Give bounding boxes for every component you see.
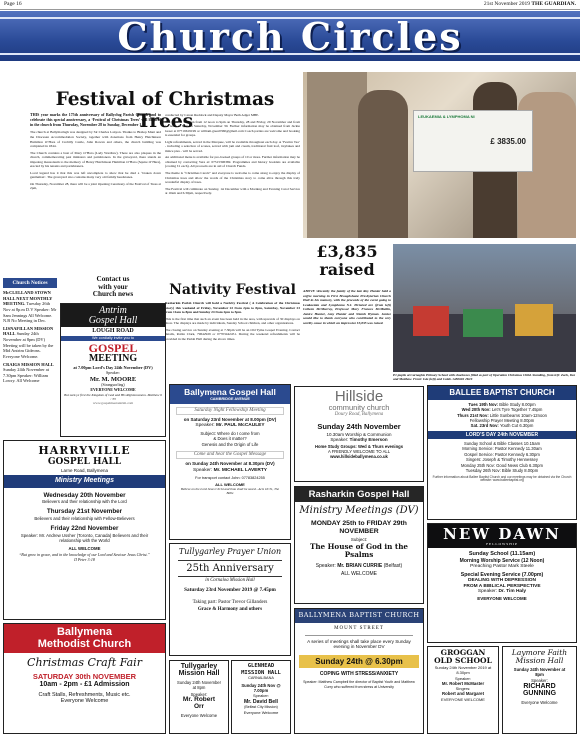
bgh-sat-speaker: Mr. PAUL McCAULEY xyxy=(215,423,265,429)
antrim-website[interactable]: www.gospelmeetantrim.com xyxy=(92,400,134,405)
raised-word: raised xyxy=(319,259,375,279)
meeting-word: MEETING xyxy=(88,352,138,364)
paragraph: The Church contains a bust of Mary O’Hara (Lady Wardlaw). There are also plaques in the church, commemorating past ministers and parishioners. In the graveyard, there stands an imposing mausoleum to the memory of Henry Hutchinson Hamilton O’Hara (Squire O’Hara), erected by his tenants and parishioners. xyxy=(30,150,161,169)
festival-column-1 xyxy=(30,113,161,273)
glenhead-speaker: Mr. David Bell xyxy=(243,698,279,705)
groggan-old-school: GROGGAN OLD SCHOOL Sunday 24th November 2019 at 8.30pm Speaker: Mr. Robert McMaster Singers: Robert and Margaret EVERYONE WELCOME xyxy=(427,646,499,734)
paragraph: The Festival will culminate on Sunday, 1st December with a Morning and Evening Carol Service at 10am and 6.30pm, respectively. xyxy=(165,186,300,196)
paragraph: The church at Ballymarlagh was designed by Sir Charles Lanyon. Thanks to Bishop Mant and the Diocesan Accommodation Society, together with donations from Henry Hutchinson Hamilton O’Hara of Crebilly Castle, John Rowan and others, the church building was completed in 1844. xyxy=(30,130,161,149)
paper-name: THE GUARDIAN. xyxy=(531,1,576,8)
paragraph: The theme is “Christmas Carols” and everyone is welcome to come along to enjoy the display of Christmas trees and allow the words of the Christmas story to come alive through this truly wonderful display of trees. xyxy=(165,171,300,185)
church-notices xyxy=(3,290,57,435)
antrim-title: Antrim xyxy=(99,305,127,316)
paragraph: This is the first time that such an event has been held in the area, with upwards of 30 displays on show. The displays are made by individuals, Sunday School children, and other organisations. xyxy=(165,316,300,326)
rasharkin-subject: The House of God in the Psalms xyxy=(309,541,408,560)
bbc-date-banner: Sunday 24th @ 6.30pm xyxy=(299,655,419,669)
ballee-sunday: Sunday School & Bible Classes 10.15am Morning Service: Pastor Kennedy 11.30am Gospel Service: Pastor Kennedy 6.30pm Singers: Joseph & Timothy Hennessey Monday 25th Nov: Good News Club 6.30pm Tuesday 26th Nov: Bible Study 8.00pm xyxy=(461,440,543,474)
prayer-union-title: Tullygarley Prayer Union xyxy=(178,547,282,556)
harryville-title: HARRYVILLE xyxy=(38,444,131,457)
new-dawn-fellowship: NEW DAWN FELLOWSHIP Sunday School (11.15am) Morning Worship Service (12 Noon) Preaching Pastor Mark Steele Special Evening Service (7.00pm) DEALING WITH DEPRESSION FROM A BIBLICAL PERSPECTIVE Speaker: Dr. Tim Haly EVERYONE WELCOME xyxy=(427,523,577,643)
raised-headline xyxy=(303,243,391,287)
notice-item: McCLELLAND STOWN HALL NEXT MONTHLY MEETING. Tuesday 26th Nov at 8p.m D.V Speaker: Mr Sam Jennings All Welcome. N.B No Meeting in Dec. xyxy=(3,290,57,324)
rasharkin-speaker: Mr. BRIAN CURRIE xyxy=(337,563,383,569)
paragraph: The Festival will run from 12 noon to 9pm on Thursday, 28 and Friday, 29 November and from 12 noon to 8pm on Saturday, November 30. Further information may be obtained from Jackie Greer at 07719619199 or william.greer0360@gmail.com Coach parties are welcome and booking is essential for groups. xyxy=(165,119,300,138)
antrim-subtitle: Gospel Hall xyxy=(88,315,138,326)
paragraph: An additional menu is available for pre-booked groups of 10 or more. Further information may be obtained by contacting Vera at: 07515396369. Programmes and history booklets are available (costing £1 each). All proceeds are in aid of Church Funds. xyxy=(165,155,300,169)
cheque xyxy=(413,110,533,172)
nativity-lead: Rasharkin Parish Church will hold a Nativity Festival ( A Celebration of the Christmas Story) this weekend of Friday, November 22 from 2pm to 8pm, Saturday, November 23 from 11am to 8pm and Sunday 24 from 2pm to 5pm. xyxy=(165,301,300,315)
tully-mission-title: Tullygarley xyxy=(180,663,218,670)
antrim-speaker: Mr. M. MOORE xyxy=(89,375,137,383)
paragraph: On Thursday, November 28, there will be a joint Opening Ceremony of the Festival of Trees at 2pm, xyxy=(30,181,161,191)
laymore-speaker: RICHARD GUNNING xyxy=(522,682,557,698)
raised-caption: ABOVE :Recently the family of the late Roy Hunter held a coffee morning in First Broughshane Presbyterian Church Hall in his memory, with the proceeds of the event going to Leukaemia and Lymphoma N.I. Pictured are (from left) Colleen McMurray, Professor Mary Frances McMullin, Janice Hunter, Amy Hunter and Niamh Hyman. Janice would like to thank everyone who contributed to the very worthy cause in which an impressive £3,835 was raised. xyxy=(303,289,391,325)
hillside-speaker: Timothy Emerson xyxy=(349,436,388,442)
page-number: Page 16 xyxy=(4,1,22,8)
glenhead-mission-hall: GLENHEAD MISSION HALL CARNALBANA Sunday 24th Nov @ 7.00pm Speaker: Mr. David Bell (Belfast City Mission) Everyone Welcome xyxy=(231,660,291,734)
antrim-place: LOUGH ROAD xyxy=(92,328,134,334)
nativity-headline: Nativity Festival xyxy=(169,282,296,298)
hillside-community-church: Hillside community church Doury Road, Ballymena Sunday 24th November 10.30am Worship & Communion Speaker: Timothy Emerson Home Study Groups: Wed & Thurs evenings A FRIENDLY WELCOME TO ALL www.hillsideballymena.co.uk xyxy=(294,386,424,482)
hillside-website[interactable]: www.hillsideballymena.co.uk xyxy=(330,454,388,460)
festival-lead: THIS year marks the 175th anniversary of Ballyclug Parish Church and to celebrate this special anniversary, a ‘Festival of Christmas Trees’ will be held in the church from Thursday, November 28 to Sunday, December 1. xyxy=(30,113,161,128)
festival-column-2 xyxy=(165,113,300,281)
bbc-title: BALLYMENA BAPTIST CHURCH xyxy=(295,609,423,623)
rasharkin-title: Rasharkin Gospel Hall xyxy=(295,487,423,502)
ballee-title: BALLEE BAPTIST CHURCH xyxy=(428,386,576,400)
cheque-org: LEUKAEMIA & LYMPHOMA NI xyxy=(418,114,475,119)
tully-mission-speaker: Mr. Robert Orr xyxy=(182,696,216,710)
ballee-weekly: Tues 19th Nov: Bible Study 8.00pm Wed 20th Nov: Let’s Tyre Together 7.45pm Thurs 21st Nov: Little Sunbeams 10am-12noon Fellowship Prayer Meeting 8.00pm Sat. 23rd Nov: Youth Cut 6.30pm xyxy=(457,401,547,429)
masthead-title: Church Circles xyxy=(117,14,463,59)
paragraph: Light refreshments, served in the Marquee, will be available throughout each day. A ‘Festive Tea’ - including a selection of scones, served with jam and cream, traditional fruit loaf, traybakes and mince pies - will be served. xyxy=(165,139,300,153)
glenhead-title: GLENHEAD xyxy=(247,663,275,669)
masthead xyxy=(0,11,580,61)
shoebox-photo xyxy=(393,244,576,372)
contact-us: Contact us with your Church news xyxy=(92,275,134,299)
methodist-craft-fair: Ballymena Methodist Church Christmas Craft Fair SATURDAY 30th NOVEMBER 10am - 2pm - £1 Admission Craft Stalls, Refreshments, Music etc. Everyone Welcome xyxy=(3,623,166,734)
ballee-baptist-church: BALLEE BAPTIST CHURCH Tues 19th Nov: Bible Study 8.00pm Wed 20th Nov: Let’s Tyre Together 7.45pm Thurs 21st Nov: Little Sunbeams 10am-12noon Fellowship Prayer Meeting 8.00pm Sat. 23rd Nov: Youth Cut 6.30pm LORD’S DAY 24th NOVEMBER Sunday School & Bible Classes 10.15am Morning Service: Pastor Kennedy 11.30am Gospel Service: Pastor Kennedy 6.30pm Singers: Joseph & Timothy Hennessey Monday 25th Nov: Good News Club 6.30pm Tuesday 26th Nov: Bible Study 8.00pm Further information about Ballee Baptist Church and our meetings may be obtained via the Church website: www.balleebaptist.org xyxy=(427,385,577,520)
festival-headline: Festival of Christmas Trees xyxy=(55,89,275,133)
ballymena-baptist-church: BALLYMENA BAPTIST CHURCH MOUNT STREET A series of meetings shall take place every Sunday evening in November DV Sunday 24th @ 6.30pm COPING WITH STRESS/ANXIETY Speaker: Matthew Campbell the director of Baptist Youth and Matthew Curry who suffered from stress at University xyxy=(294,608,424,734)
cheque-amount: £ 3835.00 xyxy=(490,137,526,146)
tullygarley-mission-hall: Tullygarley Mission Hall Sunday 24th November at 8pm Speaker: Mr. Robert Orr Everyone Welcome xyxy=(169,660,229,734)
ministry-banner: Ministry Meetings xyxy=(4,475,165,487)
paragraph: conducted by Canon Ruddock and Deputy Mayor Beth Adger MBE. xyxy=(165,113,260,117)
hillside-logo-text: Hillside xyxy=(334,388,384,405)
gospel-word: GOSPEL xyxy=(88,340,138,355)
antrim-gospel-hall: Antrim Gospel Hall LOUGH ROAD We cordially invite you to GOSPEL MEETING at 7.00pm Lord’s Day 24th November (DV) Speaker: Mr. M. MOORE (Stranguorling) EVERYONE WELCOME But seek ye first the Kingdom of God and His Righteousness. Matthew 6 : 33 www.gospelmeetantrim.com xyxy=(60,303,166,437)
rasharkin-gospel-hall: Rasharkin Gospel Hall Ministry Meetings (DV) MONDAY 25th to FRIDAY 29th NOVEMBER Subject: The House of God in the Psalms Speaker: Mr. BRIAN CURRIE (Belfast) ALL WELCOME xyxy=(294,486,424,604)
church-notices-title: Church Notices xyxy=(3,278,57,288)
craft-fair-title: Christmas Craft Fair xyxy=(27,656,142,670)
shoebox-caption: P1 pupils at Carnaghts Primary School with shoeboxes filled as part of Operation Christmas Child. Standing, from left: Zach, Dee and Matthew. Front: Isla (left) and Caleb. GB0602 JK19 xyxy=(393,373,576,382)
nativity-article xyxy=(165,301,300,379)
bgh-sun-speaker: Mr. MICHAEL LAVERTY xyxy=(213,467,267,473)
tullygarley-prayer-union: Tullygarley Prayer Union 25th Anniversary in Cornaloa Mission Hall Saturday 23rd November 2019 @ 7.45pm Taking part: Pastor Trevor Gillanders Grace & Harmony and others xyxy=(169,543,291,656)
new-dawn-title: NEW DAWN xyxy=(443,525,561,543)
page-header xyxy=(0,0,580,10)
page-date: 21st November 2019 xyxy=(483,1,530,8)
notice-item: LISNAFILLAN MISSION HALL Sunday 24th November at 8pm (DV) Meeting will be taken by the Mid Antrim Gideons. Everyone Welcome. xyxy=(3,325,54,359)
groggan-speaker: Mr. Robert McMaster xyxy=(441,681,485,687)
methodist-title: Ballymena xyxy=(56,626,113,638)
harryville-gospel-hall: HARRYVILLE GOSPEL HALL Larne Road, Ballymena Ministry Meetings Wednesday 20th November Believers and their relationship with the Lord Thursday 21st November Believers and their relationship with Fellow-Believers Friday 22nd November Speaker: Mr. Andrew Ussher (Toronto, Canada) Believers and their relationship with the World ALL WELCOME “But grow in grace, and in the knowledge of our Lord and Saviour Jesus Christ.” II Peter 3:18 xyxy=(3,440,166,620)
notice-item: CRAIGS MISSION HALL Sunday 24th November at 7.30pm Speaker: William Lowry. All Welcome xyxy=(3,361,54,384)
groggan-title: GROGGAN xyxy=(440,648,486,657)
bgh-title: Ballymena Gospel Hall xyxy=(170,385,290,397)
ballymena-gospel-hall: Ballymena Gospel Hall CAMBRIDGE AVENUE Saturday Night Fellowship Meeting on Saturday 23rd November at 8.00pm (DV) Speaker: Mr. PAUL McCAULEY Subject: Where do I come from & Does it matter? Genesis and the Origin of Life Come and hear the Gospel Message on Sunday 24th November at 8.30pm (DV) Speaker: Mr. MICHAEL LAVERTY For transport contact John: 07783824255 ALL WELCOME Believe on the Lord Jesus Christ and thou shalt be saved - Acts 16:31, The Bible xyxy=(169,384,291,540)
paragraph: The closing service on Sunday evening at 7.30pm will be an Old Tyme Gospel Evening. Contact details, Robin Clark, 79642929 or 07703442451. During the weekend refreshments will be provided in the Parish Hall during the above times. xyxy=(165,327,300,341)
cheque-photo xyxy=(303,72,576,238)
laymore-title: Laymore Faith xyxy=(511,648,568,657)
paragraph: Local legend has it that this was left uncomplete to show that he died a ‘broken down gentleman’. The graveyard also contains many very old family headstones. xyxy=(30,170,161,180)
laymore-faith-mission-hall: Laymore Faith Mission Hall Sunday 24th November at 8pm Speaker: RICHARD GUNNING Everyone Welcome xyxy=(502,646,577,734)
raised-amount: £3,835 xyxy=(316,242,378,261)
